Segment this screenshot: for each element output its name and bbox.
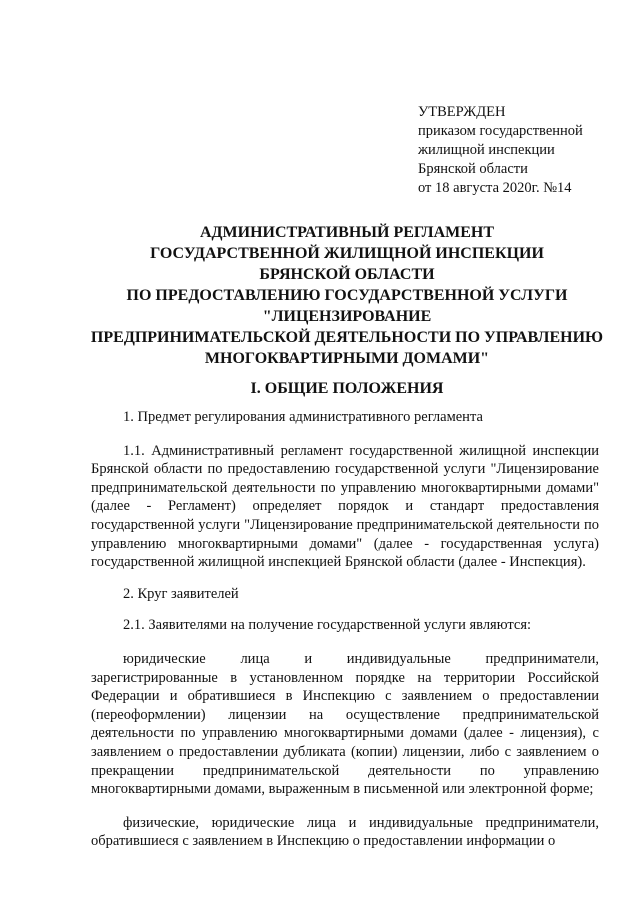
title-line: ПРЕДПРИНИМАТЕЛЬСКОЙ ДЕЯТЕЛЬНОСТИ ПО УПРАВЛЕНИЮ xyxy=(90,329,604,346)
paragraph-1-1: 1.1. Административный регламент государственной жилищной инспекции Брянской области по предоставлению государственной услуги "Лицензирование предпринимательской деятельности по управлению многоквартирными домами" (далее - Регламент) определяет порядок и стандарт предоставления государственной услуги "Лицензирование предпринимательской деятельности по управлению многоквартирными домами" (далее - государственная услуга) государственной жилищной инспекцией Брянской области (далее - Инспекция). xyxy=(91,442,599,571)
approval-line: приказом государственной xyxy=(418,123,583,139)
title-line: АДМИНИСТРАТИВНЫЙ РЕГЛАМЕНТ xyxy=(199,224,495,241)
approval-line: жилищной инспекции xyxy=(418,142,555,158)
document-body xyxy=(91,408,599,851)
section-heading: I. ОБЩИЕ ПОЛОЖЕНИЯ xyxy=(250,380,444,397)
title-line: ГОСУДАРСТВЕННОЙ ЖИЛИЩНОЙ ИНСПЕКЦИИ xyxy=(150,245,544,262)
paragraph-legal-entities: юридические лица и индивидуальные предприниматели, зарегистрированные в установленном порядке на территории Российской Федерации и обратившиеся в Инспекцию с заявлением о предоставлении (переоформлении) лицензии на осуществление предпринимательской деятельности по управлению многоквартирными домами (далее - лицензия), с заявлением о предоставлении дубликата (копии) лицензии, либо с заявлением о прекращении предпринимательской деятельности по управлению многоквартирными домами, выраженным в письменной или электронной форме; xyxy=(91,650,599,798)
paragraph-2-1: 2.1. Заявителями на получение государственной услуги являются: xyxy=(123,617,532,634)
title-line: МНОГОКВАРТИРНЫМИ ДОМАМИ" xyxy=(204,350,490,367)
title-line: ПО ПРЕДОСТАВЛЕНИЮ ГОСУДАРСТВЕННОЙ УСЛУГИ xyxy=(126,287,568,304)
title-line: БРЯНСКОЙ ОБЛАСТИ xyxy=(259,266,435,283)
subheading-applicants: 2. Круг заявителей xyxy=(123,585,239,602)
approval-date-line: от 18 августа 2020г. №14 xyxy=(418,180,572,196)
document-title xyxy=(80,222,614,369)
approval-line: Брянской области xyxy=(418,161,528,177)
title-line: "ЛИЦЕНЗИРОВАНИЕ xyxy=(262,308,432,325)
subheading-subject: 1. Предмет регулирования административного регламента xyxy=(123,409,483,425)
paragraph-individuals: физические, юридические лица и индивидуальные предприниматели, обратившиеся с заявлением в Инспекцию о предоставлении информации о xyxy=(91,814,599,850)
approval-block xyxy=(418,103,583,198)
approval-heading: УТВЕРЖДЕН xyxy=(418,104,506,120)
